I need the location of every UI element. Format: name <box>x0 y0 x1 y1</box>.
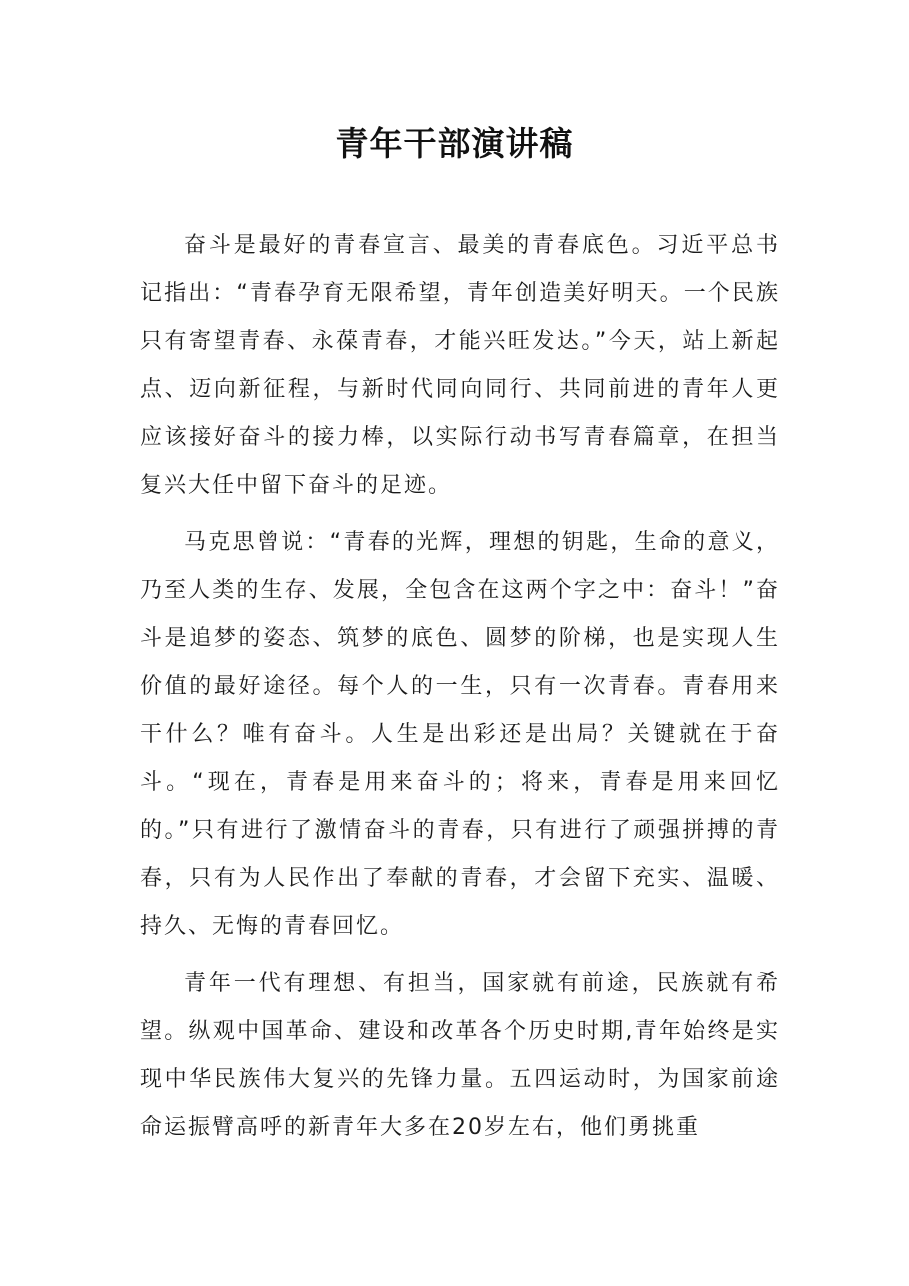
paragraph-3: 青年一代有理想、有担当，国家就有前途，民族就有希望。纵观中国革命、建设和改革各个历史时期,青年始终是实现中华民族伟大复兴的先锋力量。五四运动时，为国家前途命运振臂高呼的新青年大多在20岁左右，他们勇挑重 <box>140 971 780 1140</box>
document-title: 青年干部演讲稿 <box>335 124 574 163</box>
document-body <box>140 222 780 1161</box>
paragraph-2: 马克思曾说：“青春的光辉，理想的钥匙，生命的意义，乃至人类的生存、发展，全包含在这两个字之中：奋斗！”奋斗是追梦的姿态、筑梦的底色、圆梦的阶梯，也是实现人生价值的最好途径。每个人的一生，只有一次青春。青春用来干什么？唯有奋斗。人生是出彩还是出局？关键就在于奋斗。“现在，青春是用来奋斗的；将来，青春是用来回忆的。”只有进行了激情奋斗的青春，只有进行了顽强拼搏的青春，只有为人民作出了奉献的青春，才会留下充实、温暖、持久、无悔的青春回忆。 <box>140 530 780 939</box>
paragraph-1: 奋斗是最好的青春宣言、最美的青春底色。习近平总书记指出：“青春孕育无限希望，青年创造美好明天。一个民族只有寄望青春、永葆青春，才能兴旺发达。”今天，站上新起点、迈向新征程，与新时代同向同行、共同前进的青年人更应该接好奋斗的接力棒，以实际行动书写青春篇章，在担当复兴大任中留下奋斗的足迹。 <box>140 233 780 498</box>
